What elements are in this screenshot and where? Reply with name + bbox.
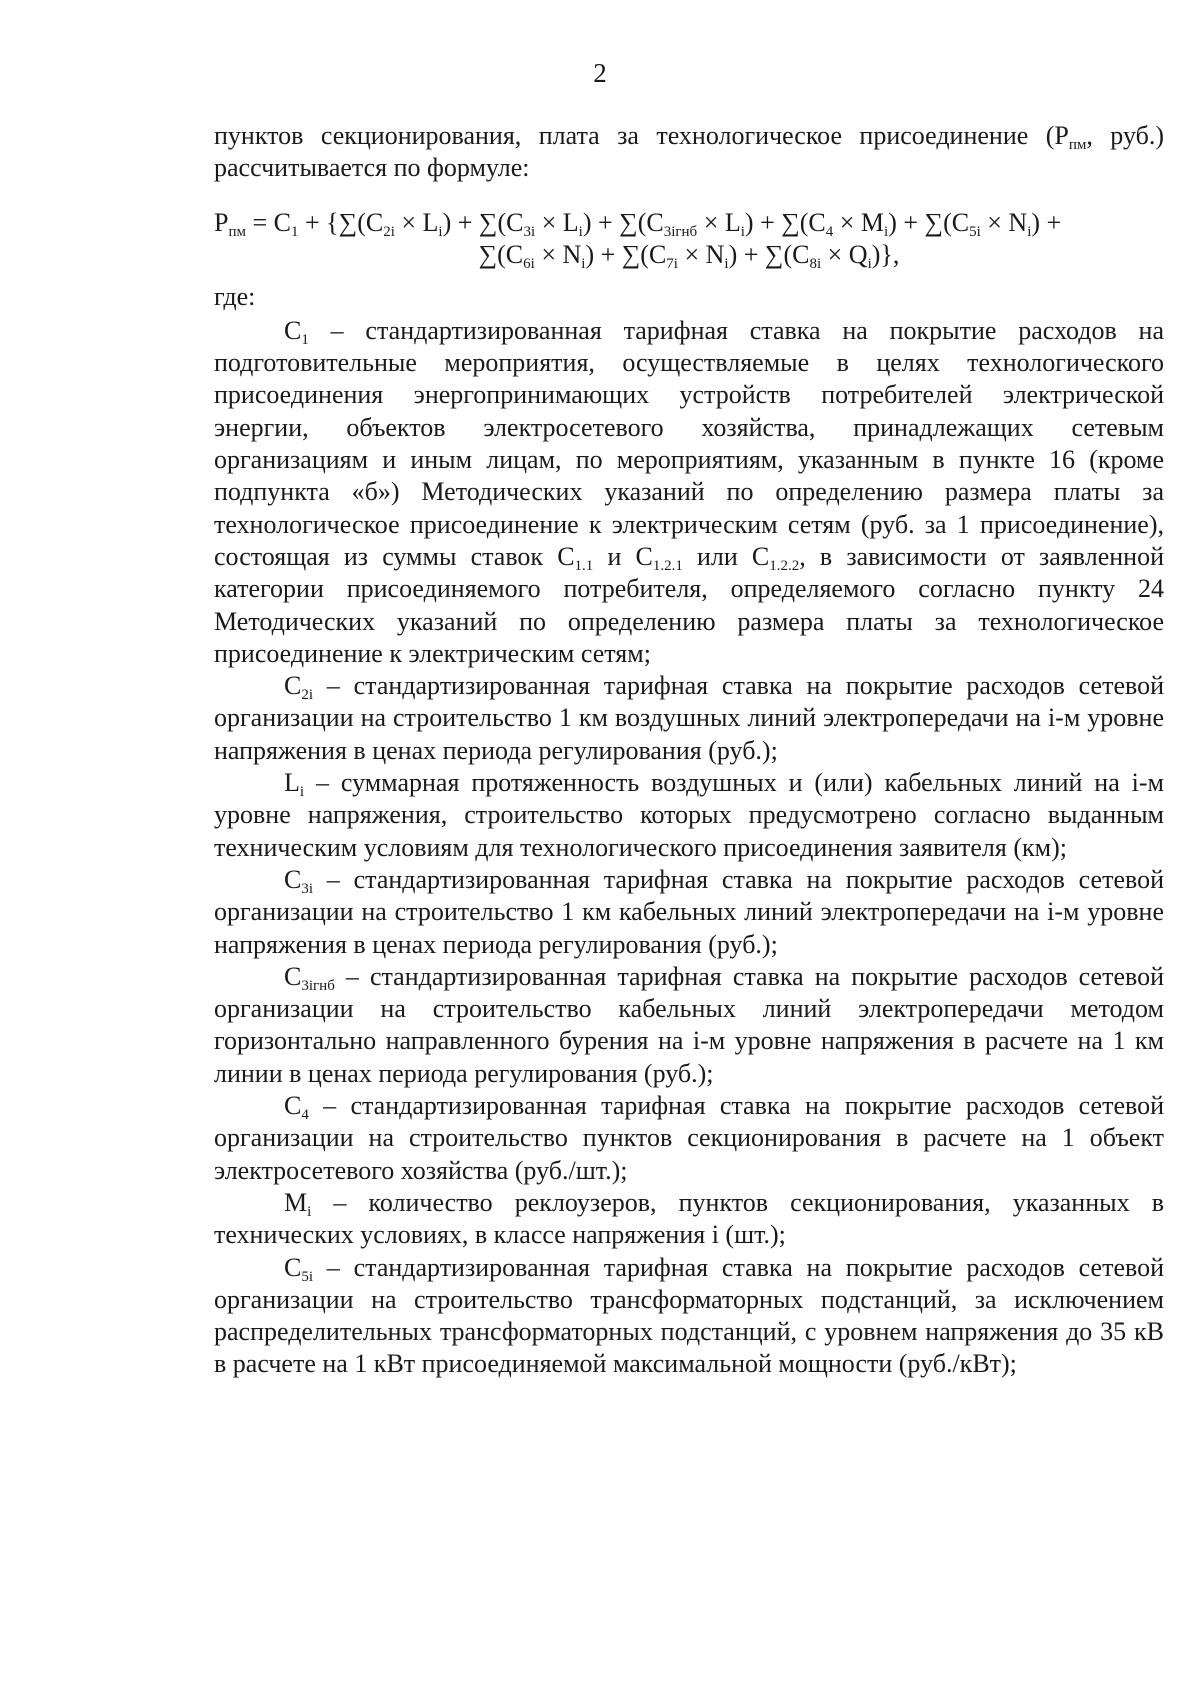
subscript: 3iгнб: [663, 223, 698, 240]
text-run: – стандартизированная тарифная ставка на покрытие расходов сетевой организации на строительство пунктов секционирования в расчете на 1 объект электросетевого хозяйства (руб./шт.);: [214, 1091, 1164, 1185]
text-run: × L: [697, 207, 741, 237]
text-run: ∑(С: [478, 239, 524, 269]
text-run: × M: [833, 207, 885, 237]
subscript: i: [307, 1203, 312, 1220]
text-run: С: [284, 961, 302, 991]
text-run: M: [284, 1187, 308, 1217]
text-run: и С: [593, 541, 653, 571]
text-run: × N: [677, 239, 725, 269]
text-run: – стандартизированная тарифная ставка на покрытие расходов сетевой организации на строительство 1 км кабельных линий электропередачи на i-м уровне напряжения в ценах периода регулирования (руб.);: [214, 864, 1164, 959]
subscript: 5i: [969, 223, 981, 240]
subscript: 3iгнб: [301, 977, 335, 994]
definition-c1: [214, 315, 1164, 670]
text-run: С: [284, 315, 302, 345]
text-run: – количество реклоузеров, пунктов секционирования, указанных в технических условиях, в классе напряжения i (шт.);: [214, 1187, 1164, 1250]
text-run: )},: [871, 239, 900, 269]
text-run: × Q: [821, 239, 868, 269]
text-run: × N: [980, 207, 1028, 237]
formula-line-1: [214, 207, 1164, 239]
subscript: i: [581, 255, 586, 272]
document-body: [214, 120, 1164, 1381]
text-run: С: [284, 1252, 302, 1282]
subscript: 6i: [523, 255, 535, 272]
definition-c4: [214, 1090, 1164, 1187]
text-run: ) + ∑(С: [888, 207, 970, 237]
subscript: i: [884, 223, 889, 240]
subscript: 1: [301, 331, 309, 348]
definition-mi: [214, 1187, 1164, 1252]
text-run: ) + ∑(С: [582, 207, 664, 237]
definition-c3ignb: [214, 961, 1164, 1090]
subscript: 5i: [301, 1268, 314, 1285]
subscript: 2i: [383, 223, 395, 240]
subscript: 4: [825, 223, 834, 240]
subscript: 2i: [301, 687, 314, 704]
text-run: – стандартизированная тарифная ставка на покрытие расходов на подготовительные мероприятия, осуществляемые в целях технологического присоединения энергопринимающих устройств потребителей электрической энергии, объектов электросетевого хозяйства, принадлежащих сетевым организациям и иным лицам, по мероприятиям, указанным в пункте 16 (кроме подпункта «б») Методических указаний по определению размера платы за технологическое присоединение к электрическим сетям (руб. за 1 присоединение), состоящая из суммы ставок С: [214, 315, 1164, 571]
intro-text-b: , руб.) рассчитывается по формуле:: [214, 121, 1164, 183]
text-run: Р: [214, 207, 229, 237]
text-run: – стандартизированная тарифная ставка на покрытие расходов сетевой организации на строительство трансформаторных подстанций, за исключением распределительных трансформаторных подстанций, с уровнем напряжения до 35 кВ в расчете на 1 кВт присоединяемой максимальной мощности (руб./кВт);: [214, 1252, 1164, 1379]
text-run: – суммарная протяженность воздушных и (или) кабельных линий на i-м уровне напряжения, строительство которых предусмотрено согласно выданным техническим условиям для технологического присоединения заявителя (км);: [214, 768, 1164, 862]
text-run: , в зависимости от заявленной категории присоединяемого потребителя, определяемого согласно пункту 24 Методических указаний по определению размера платы за технологическое присоединение к электрическим сетям;: [214, 541, 1164, 668]
subscript: i: [299, 784, 305, 801]
subscript: i: [438, 223, 443, 240]
text-run: L: [284, 768, 300, 798]
definition-c2i: [214, 670, 1164, 767]
text-run: × L: [535, 207, 579, 237]
subscript: i: [740, 223, 745, 240]
text-run: – стандартизированная тарифная ставка на покрытие расходов сетевой организации на строительство 1 км воздушных линий электропередачи на i-м уровне напряжения в ценах периода регулирования (руб.);: [214, 671, 1164, 765]
subscript: i: [724, 255, 729, 272]
intro-text-a: пунктов секционирования, плата за технологическое присоединение (Р: [214, 121, 1069, 150]
definitions-list: [214, 315, 1164, 1381]
text-run: ) + ∑(С: [585, 239, 667, 269]
subscript: i: [1027, 223, 1032, 240]
intro-paragraph: [214, 120, 1164, 185]
text-run: – стандартизированная тарифная ставка на покрытие расходов сетевой организации на строительство кабельных линий электропередачи методом горизонтально направленного бурения на i-м уровне напряжения в расчете на 1 км линии в ценах периода регулирования (руб.);: [214, 961, 1164, 1088]
text-run: ) + ∑(С: [442, 207, 524, 237]
definition-c5i: [214, 1252, 1164, 1381]
text-run: ) + ∑(С: [744, 207, 826, 237]
subscript: 1: [291, 223, 299, 240]
subscript: 1.2.1: [652, 557, 683, 574]
definition-c3i: [214, 864, 1164, 961]
page-number: 2: [593, 58, 607, 88]
subscript: i: [578, 223, 583, 240]
subscript: пм: [228, 223, 246, 240]
subscript: 1.2.2: [769, 557, 800, 574]
subscript: i: [867, 255, 872, 272]
text-run: = С: [246, 207, 292, 237]
where-label: где:: [214, 281, 256, 311]
text-run: × N: [534, 239, 582, 269]
subscript: 7i: [666, 255, 678, 272]
subscript: 3i: [523, 223, 536, 240]
subscript: 4: [301, 1107, 309, 1124]
subscript: 8i: [809, 255, 822, 272]
text-run: С: [284, 864, 302, 894]
text-run: С: [284, 671, 302, 701]
formula-line-2: [214, 239, 1164, 271]
text-run: + {∑(С: [298, 207, 384, 237]
subscript: 1.1: [574, 557, 594, 574]
text-run: × L: [394, 207, 439, 237]
text-run: или С: [682, 541, 770, 571]
text-run: ) +: [1031, 207, 1062, 237]
definition-li: [214, 767, 1164, 864]
subscript: 3i: [301, 880, 314, 897]
text-run: ) + ∑(С: [728, 239, 810, 269]
formula: [214, 207, 1164, 271]
intro-subscript: пм: [1068, 137, 1087, 153]
text-run: С: [284, 1091, 302, 1121]
